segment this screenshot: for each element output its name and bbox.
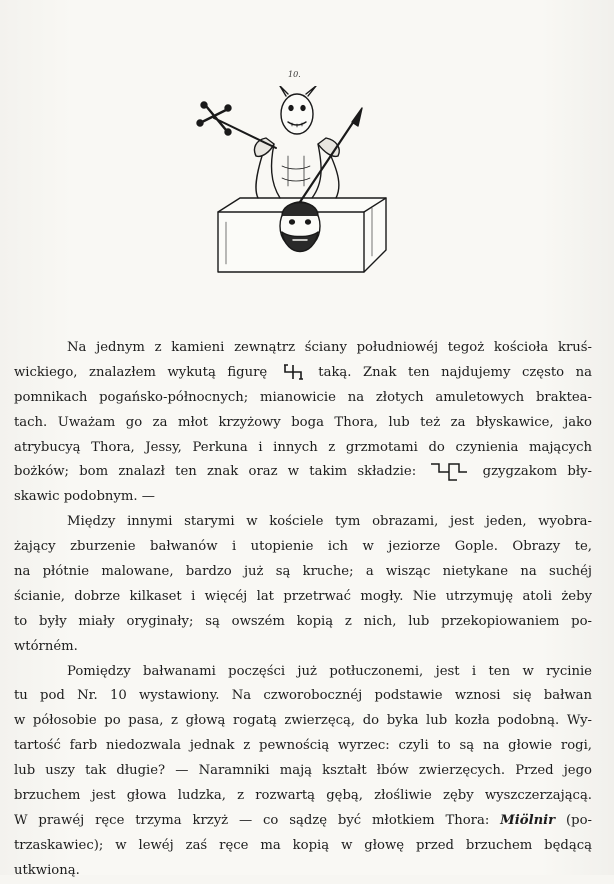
text-line: brzuchem jest głowa ludzka, z rozwartą gębą, złośliwie zęby wyszczerzającą. (14, 788, 592, 804)
text-line: tartość farb niedozwala jednak z pewnością wyrzec: czyli to są na głowie rogi, (14, 738, 592, 754)
text-line: to były miały oryginały; są owszém kopią z nich, lub przekopiowaniem po- (14, 613, 592, 629)
text-line: tu pod Nr. 10 wystawiony. Na czworobocznéj podstawie wznosi się bałwan (14, 688, 592, 704)
text-span: wickiego, znalazłem wykutą figurę (14, 364, 268, 380)
text-line: ścianie, dobrze kilkaset i więcéj lat przetrwać mogły. Nie utrzymuję atoli żeby (14, 588, 592, 604)
engraving-figure (196, 86, 406, 278)
text-span: W prawéj ręce trzyma krzyż — co sądzę być młotkiem Thora: (14, 812, 490, 828)
text-line (14, 460, 592, 485)
text-line: Między innymi starymi w kościele tym obrazami, jest jeden, wyobra- (67, 514, 592, 530)
zigzag-symbol-icon (429, 461, 469, 483)
text-span: (po- (566, 812, 592, 828)
text-line: lub uszy tak długie? — Naramniki mają kształt łbów zwierzęcych. Przed jego (14, 763, 592, 779)
text-line: Pomiędzy bałwanami poczęści już potłuczonemi, jest i ten w rycinie (67, 663, 592, 679)
text-line: pomnikach pogańsko-północnych; mianowicie na złotych amuletowych braktea- (14, 389, 592, 405)
text-span: taką. Znak ten najdujemy często na (318, 364, 592, 380)
text-span: gzygzakom bły- (482, 464, 592, 480)
text-line (14, 809, 592, 834)
text-line (14, 361, 592, 386)
text-line: skawic podobnym. — (14, 489, 155, 505)
text-line: tach. Uważam go za młot krzyżowy boga Thora, lub też za błyskawice, jako (14, 414, 592, 430)
body-text (14, 336, 592, 884)
text-line: Na jednym z kamieni zewnątrz ściany południowéj tegoż kościoła kruś- (67, 340, 592, 355)
hammer-symbol-icon (282, 362, 304, 382)
text-span: bożków; bom znalazł ten znak oraz w takim składzie: (14, 464, 417, 480)
text-line: wtórném. (14, 638, 78, 654)
text-line: utkwioną. (14, 862, 80, 878)
text-line: trzaskawiec); w lewéj zaś ręce ma kopią w głowę przed brzuchem będącą (14, 837, 592, 853)
text-line: atrybucyą Thora, Jessy, Perkuna i innych z grzmotami do czynienia mających (14, 439, 592, 455)
text-line: na płótnie malowane, bardzo już są kruche; a wisząc nietykane na suchéj (14, 564, 592, 580)
text-line: żający zburzenie bałwanów i utopienie ich w jeziorze Gople. Obrazy te, (14, 539, 592, 555)
figure-number: 10. (288, 70, 301, 79)
miolnir-term: Miölnir (500, 812, 556, 828)
text-line: w półosobie po pasa, z głową rogatą zwierzęcą, do byka lub kozła podobną. Wy- (14, 713, 592, 729)
